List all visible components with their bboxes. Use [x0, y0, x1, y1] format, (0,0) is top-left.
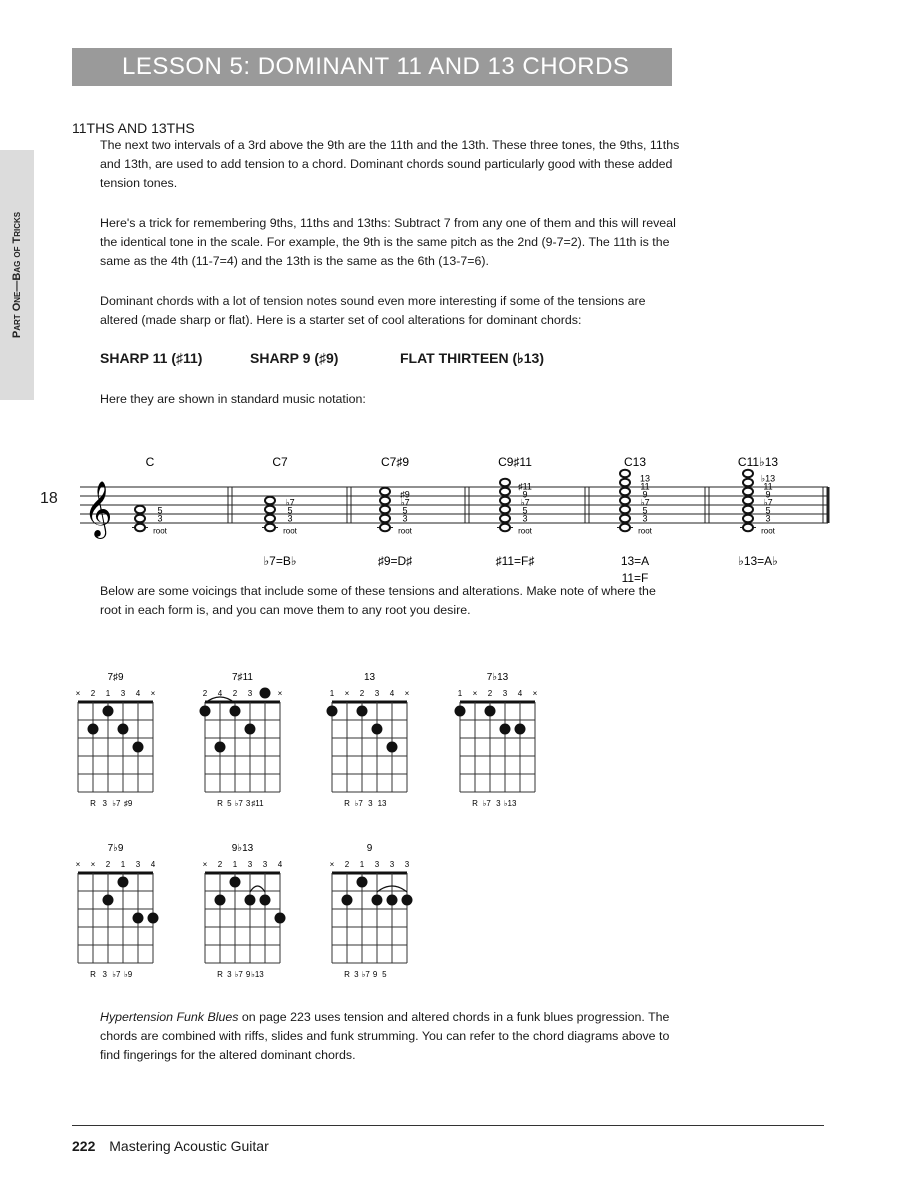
finger-dot	[260, 895, 271, 906]
note-head	[380, 506, 390, 514]
finger-number: 3	[135, 860, 141, 869]
interval-label: 3	[765, 513, 771, 524]
note-head	[135, 515, 145, 523]
tone-label: ♭7	[112, 799, 121, 808]
note-head	[500, 497, 510, 505]
finger-dot	[342, 895, 353, 906]
note-head	[743, 506, 753, 514]
note-head	[620, 470, 630, 478]
treble-clef: 𝄞	[84, 483, 113, 536]
song-title: Hypertension Funk Blues	[100, 1010, 239, 1024]
interval-label: ♭7	[520, 497, 530, 508]
finger-number: 1	[329, 689, 335, 698]
note-head	[743, 479, 753, 487]
tone-label: R	[217, 799, 223, 808]
chord-name: C7	[272, 455, 288, 469]
paragraph-2: Here's a trick for remembering 9ths, 11ths and 13ths: Subtract 7 from any one of them and this will reveal the identical tone in the scale. For example, the 9th is the same pitch as the 2nd (9-7=2). The 11th is the same as the 4th (11-7=4) and the 13th is the same as the 6th (13-7=6).	[100, 216, 676, 268]
note-head	[620, 497, 630, 505]
finger-number: ×	[90, 860, 96, 869]
closing-text: on page 223 uses tension and altered chords in a funk blues progression. The chords are combined with riffs, slides and funk strumming. You can refer to the chord diagrams above to find fingerings for the altered dominant chords.	[100, 1010, 670, 1062]
finger-number: 4	[277, 860, 283, 869]
finger-dot	[133, 913, 144, 924]
finger-dot	[215, 742, 226, 753]
note-head	[500, 506, 510, 514]
chord-diagram-name: 9♭13	[231, 843, 254, 854]
finger-number: 3	[502, 689, 508, 698]
interval-label: 5	[642, 505, 648, 516]
note-head	[743, 515, 753, 523]
note-head	[743, 497, 753, 505]
finger-number: 1	[457, 689, 463, 698]
tone-label: 9	[245, 970, 251, 979]
example-number: 18	[40, 490, 58, 507]
interval-label: ♯11	[518, 481, 532, 492]
interval-label: 3	[642, 513, 648, 524]
tone-label: ♭7	[354, 799, 363, 808]
finger-number: ×	[75, 860, 81, 869]
interval-label: 5	[765, 505, 771, 516]
finger-number: ×	[344, 689, 350, 698]
finger-number: 3	[262, 860, 268, 869]
chord-diagram-name: 7♭13	[486, 672, 509, 683]
finger-number: ×	[532, 689, 538, 698]
finger-dot	[103, 895, 114, 906]
finger-number: ×	[329, 860, 335, 869]
note-head	[500, 488, 510, 496]
note-equivalence-label: 13=A	[620, 554, 650, 568]
finger-dot	[148, 913, 159, 924]
interval-label: ♭7	[285, 497, 295, 508]
finger-number: 4	[135, 689, 141, 698]
finger-number: 1	[105, 689, 111, 698]
alteration-flat-13: FLAT THIRTEEN (♭13)	[400, 350, 545, 366]
finger-number: ×	[404, 689, 410, 698]
finger-dot	[357, 706, 368, 717]
finger-number: 4	[517, 689, 523, 698]
interval-label: ♯9	[400, 489, 410, 500]
tone-label: ♭7	[112, 970, 121, 979]
chord-name: C13	[623, 455, 647, 469]
footer-rule	[72, 1125, 824, 1126]
tone-label: ♭7	[234, 799, 243, 808]
interval-label: 5	[287, 505, 293, 516]
tone-label: 3	[368, 799, 373, 808]
side-tab-label: Part One—Bag of Tricks	[11, 211, 23, 339]
finger-number: 4	[217, 689, 223, 698]
alteration-sharp-11: SHARP 11 (♯11)	[100, 350, 203, 366]
chord-diagram-name: 7♭9	[107, 843, 124, 854]
finger-number: 1	[120, 860, 126, 869]
finger-dot	[245, 724, 256, 735]
note-equivalence-label: ♯9=D♯	[377, 554, 413, 568]
finger-dot	[372, 895, 383, 906]
finger-dot	[455, 706, 466, 717]
note-head	[620, 515, 630, 523]
interval-label: 3	[287, 513, 293, 524]
tone-label: ♭7	[361, 970, 370, 979]
interval-label: 11	[763, 481, 773, 492]
interval-label: ♭13	[760, 473, 776, 484]
finger-number: 3	[404, 860, 410, 869]
finger-dot	[133, 742, 144, 753]
finger-number: 2	[232, 689, 238, 698]
chord-diagram-name: 9	[366, 843, 373, 854]
note-head	[500, 479, 510, 487]
finger-dot	[402, 895, 413, 906]
root-label: root	[761, 526, 775, 536]
note-head	[620, 524, 630, 532]
tone-label: R	[344, 970, 350, 979]
chord-name: C11♭13	[737, 455, 779, 469]
finger-dot	[103, 706, 114, 717]
tone-label: 3	[245, 799, 251, 808]
chord-diagram-name: 7♯9	[107, 672, 124, 683]
finger-number: 2	[344, 860, 350, 869]
finger-dot	[88, 724, 99, 735]
interval-label: 9	[642, 489, 648, 500]
finger-dot	[372, 724, 383, 735]
finger-number: 2	[487, 689, 493, 698]
finger-number: ×	[202, 860, 208, 869]
note-head	[380, 524, 390, 532]
chord-name: C	[145, 455, 155, 469]
interval-label: 13	[639, 473, 651, 484]
interval-label: 3	[522, 513, 528, 524]
finger-number: 3	[389, 860, 395, 869]
root-label: root	[638, 526, 652, 536]
interval-label: 9	[522, 489, 528, 500]
finger-dot	[515, 724, 526, 735]
tone-label: R	[472, 799, 478, 808]
note-head	[380, 497, 390, 505]
note-equivalence-label: 11=F	[621, 571, 649, 585]
note-equivalence-label: ♭13=A♭	[738, 554, 778, 568]
finger-number: 4	[389, 689, 395, 698]
tone-label: 13	[377, 799, 387, 808]
closing-paragraph	[100, 1008, 680, 1065]
side-tab	[0, 150, 34, 400]
note-head	[265, 515, 275, 523]
finger-dot	[200, 706, 211, 717]
interval-label: 11	[640, 481, 650, 492]
finger-number: ×	[150, 689, 156, 698]
tone-label: R	[90, 799, 96, 808]
note-head	[620, 479, 630, 487]
tone-label: R	[90, 970, 96, 979]
tone-label: ♯9	[123, 799, 133, 808]
tone-label: 9	[372, 970, 378, 979]
interval-label: ♭7	[400, 497, 410, 508]
finger-number: 4	[150, 860, 156, 869]
finger-dot	[215, 895, 226, 906]
tone-label: ♭13	[503, 799, 517, 808]
tone-label: R	[344, 799, 350, 808]
chord-diagrams	[0, 665, 900, 979]
finger-number: 1	[359, 860, 365, 869]
finger-dot	[387, 895, 398, 906]
interval-label: 9	[765, 489, 771, 500]
alteration-sharp-9: SHARP 9 (♯9)	[250, 350, 339, 366]
notation-intro: Here they are shown in standard music notation:	[100, 392, 366, 406]
finger-number: 2	[105, 860, 111, 869]
finger-number: 2	[217, 860, 223, 869]
note-equivalence-label: ♭7=B♭	[263, 554, 297, 568]
page-number: 222	[72, 1138, 96, 1154]
root-label: root	[153, 526, 167, 536]
interval-label: 3	[402, 513, 408, 524]
tone-label: 3	[496, 799, 501, 808]
note-head	[265, 524, 275, 532]
note-head	[743, 524, 753, 532]
note-head	[620, 506, 630, 514]
finger-dot	[260, 688, 271, 699]
voicings-intro: Below are some voicings that include some of these tensions and alterations. Make note of where the root in each form is, and you can move them to any root you desire.	[100, 584, 656, 617]
tone-label: ♭7	[234, 970, 243, 979]
note-head	[135, 524, 145, 532]
chord-diagram-name: 13	[363, 672, 376, 683]
chord-name: C7♯9	[380, 455, 410, 469]
lesson-title: LESSON 5: DOMINANT 11 AND 13 CHORDS	[72, 48, 672, 86]
finger-dot	[275, 913, 286, 924]
note-head	[500, 524, 510, 532]
tone-label: ♭13	[251, 970, 264, 979]
finger-number: 3	[374, 860, 380, 869]
finger-number: ×	[277, 689, 283, 698]
footer	[72, 1138, 269, 1154]
interval-label: 5	[157, 505, 163, 516]
root-label: root	[398, 526, 412, 536]
tone-label: 3	[102, 970, 107, 979]
finger-number: 2	[90, 689, 96, 698]
root-label: root	[283, 526, 297, 536]
note-head	[620, 488, 630, 496]
note-head	[743, 488, 753, 496]
paragraph-3: Dominant chords with a lot of tension notes sound even more interesting if some of the tensions are altered (made sharp or flat). Here is a starter set of cool alterations for dominant chords:	[100, 294, 646, 327]
section-heading: 11THS AND 13THS	[72, 120, 195, 136]
book-title: Mastering Acoustic Guitar	[109, 1138, 269, 1154]
finger-dot	[485, 706, 496, 717]
finger-dot	[327, 706, 338, 717]
finger-dot	[500, 724, 511, 735]
chord-diagram-name: 7♯11	[232, 672, 253, 683]
finger-number: 3	[247, 860, 253, 869]
note-head	[500, 515, 510, 523]
music-notation	[0, 440, 900, 585]
interval-label: 5	[402, 505, 408, 516]
tone-label: 3	[354, 970, 359, 979]
chord-name: C9♯11	[498, 455, 532, 469]
tone-label: R	[217, 970, 223, 979]
interval-label: 5	[522, 505, 528, 516]
tone-label: 5	[227, 799, 232, 808]
paragraph-1: The next two intervals of a 3rd above the 9th are the 11th and the 13th. These three tones, the 9ths, 11ths and 13th, are used to add tension to a chord. Dominant chords sound particularly good with these added tension tones.	[100, 138, 680, 190]
finger-number: 2	[359, 689, 365, 698]
finger-dot	[230, 706, 241, 717]
finger-number: 3	[120, 689, 126, 698]
finger-number: ×	[472, 689, 478, 698]
interval-label: 3	[157, 513, 163, 524]
interval-label: ♭7	[763, 497, 773, 508]
note-head	[135, 506, 145, 514]
note-head	[380, 488, 390, 496]
finger-dot	[387, 742, 398, 753]
finger-number: 2	[202, 689, 208, 698]
tone-label: 3	[102, 799, 107, 808]
finger-dot	[118, 877, 129, 888]
tone-label: ♯11	[251, 799, 264, 808]
note-equivalence-label: ♯11=F♯	[495, 554, 535, 568]
tone-label: 3	[227, 970, 232, 979]
note-head	[380, 515, 390, 523]
finger-number: 3	[247, 689, 253, 698]
finger-dot	[245, 895, 256, 906]
interval-label: ♭7	[640, 497, 650, 508]
tone-label: ♭9	[123, 970, 133, 979]
finger-dot	[118, 724, 129, 735]
note-head	[265, 506, 275, 514]
note-head	[265, 497, 275, 505]
finger-number: 1	[232, 860, 238, 869]
finger-number: 3	[374, 689, 380, 698]
tone-label: 5	[382, 970, 387, 979]
finger-number: ×	[75, 689, 81, 698]
root-label: root	[518, 526, 532, 536]
finger-dot	[357, 877, 368, 888]
finger-dot	[230, 877, 241, 888]
note-head	[743, 470, 753, 478]
tone-label: ♭7	[482, 799, 491, 808]
